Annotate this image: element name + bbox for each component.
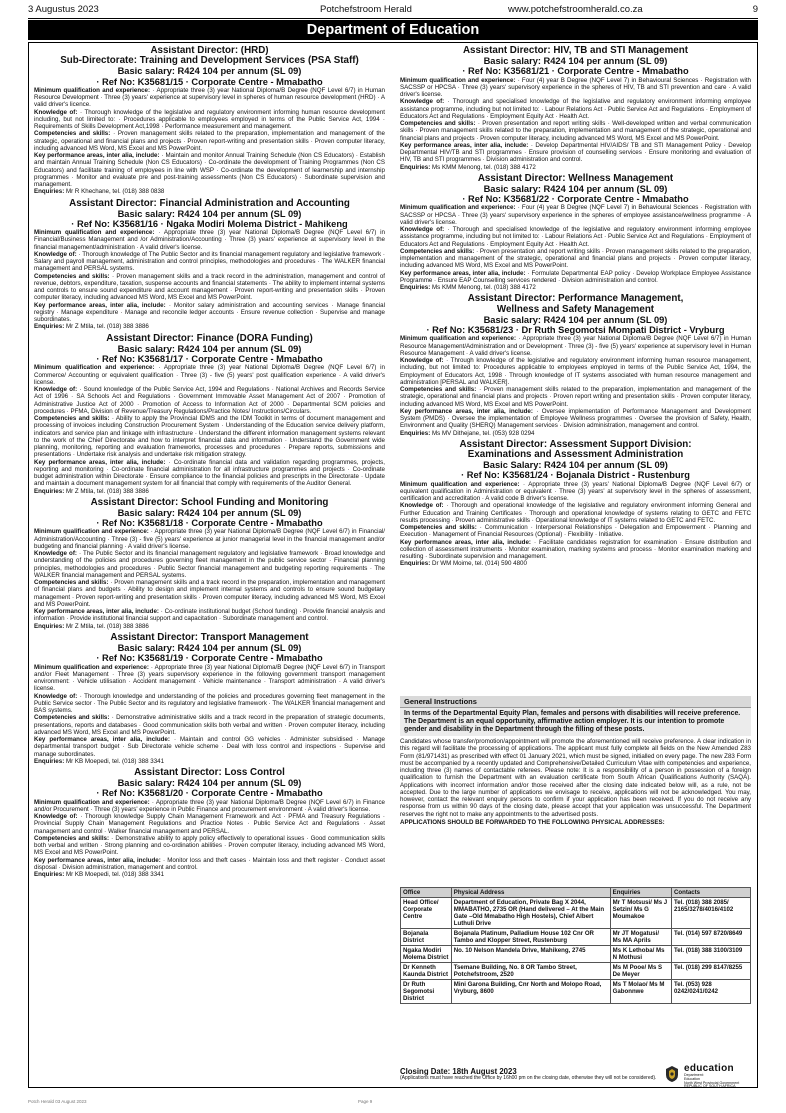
section-label: Knowledge of:: [34, 692, 78, 700]
address-cell: Bojanala Platinum, Palladium House 102 Cnr OR Tambo and Klopper Street, Rustenburg: [451, 929, 610, 946]
job-post: [400, 174, 751, 292]
office-cell: Dr Kenneth Kaunda District: [401, 963, 452, 980]
job-section: [34, 87, 385, 109]
section-label: Knowledge of:: [400, 502, 444, 510]
section-text: · Through knowledge of the legislative and regulatory environment informing human resource management, including, but not limited to: Procedures applicable to employees employed in terms of the Public Service Act, 1994, the Employment of Educators Act, 1998 · Through knowledge of IT systems associated with human resource management and administration [PERSAL and WALKER].: [400, 357, 751, 386]
job-section: [34, 528, 385, 550]
section-text: Ms KMM Menong, tel. (018) 388 4172: [432, 163, 536, 171]
job-section: [34, 736, 385, 758]
job-section: [34, 579, 385, 608]
job-reference: · Ref No: K35681/22 · Corporate Centre - Mmabatho: [462, 194, 689, 205]
section-label: Minimum qualification and experience:: [400, 76, 516, 84]
job-post: [400, 294, 751, 436]
section-label: Key performance areas, inter alia, include:: [400, 141, 529, 149]
enquiries-cell: Mr T Motsusi/ Ms J Setzin/ Ms G Moumakoe: [610, 898, 671, 929]
job-salary: Basic salary: R424 104 per annum (SL 09): [117, 507, 302, 518]
contacts-cell: Tel. (018) 388 3100/3109: [671, 946, 750, 963]
job-title: Assistant Director: Finance (DORA Funding): [106, 332, 313, 344]
job-subtitle: Examinations and Assessment Administration: [467, 448, 684, 460]
section-text: · Proven management skills related to the preparation, implementation and management of the strategic, operational and financial plans and projects · Proven report writing and presentation skills · Proven computer literacy, including advanced MS Word, MS Excel and MS PowerPoint.: [400, 386, 751, 408]
section-text: · Appropriate three (3) year National Diploma/B Degree (NQF Level 6/7) in Commerce/ Accounting or equivalent qualification · Three (3) - five (5) years' post qualification experience · A valid driver's license.: [34, 364, 385, 386]
job-section: [400, 335, 751, 357]
addresses-table: [400, 887, 751, 1004]
table-row: [401, 946, 751, 963]
section-label: Minimum qualification and experience:: [400, 204, 516, 212]
section-label: Key performance areas, inter alia, include:: [400, 538, 531, 546]
section-label: Minimum qualification and experience:: [34, 663, 149, 671]
section-label: Competencies and skills:: [34, 130, 111, 138]
job-reference: · Ref No: K35681/19 · Corporate Centre - Mmabatho: [96, 653, 323, 664]
section-label: Knowledge of:: [34, 550, 77, 558]
job-section: [400, 502, 751, 524]
header-rule: [28, 18, 758, 19]
job-title: Assistant Director: School Funding and Monitoring: [90, 496, 329, 508]
contacts-cell: Tel. (053) 928 0242/0241/0242: [671, 980, 750, 1004]
job-section: [34, 799, 385, 814]
job-section: [34, 608, 385, 623]
office-cell: Ngaka Modiri Molema District: [401, 946, 452, 963]
section-text: · Four (4) year B Degree (NQF Level 7) in Behavioural Sciences · Registration with SACSSP or HPCSA · Three (3) years' supervisory experience in the spheres of employee assistance/wellness programme · A valid driver's license.: [400, 204, 751, 226]
job-reference: · Ref No: K35681/16 · Ngaka Modiri Molema District - Mahikeng: [71, 218, 348, 229]
job-section: [400, 408, 751, 430]
section-text: · Ability to apply the Provincial IDMS and the IDM Toolkit in terms of document management and processing of invoices including Construction Procurement System · Understanding of the Education service delivery platform, indicators and service plan and linkage with infrastructure · Understand the different information management systems relevant to the work of the Chief Directorate and how to interpret financial data and information · Understand the Government wide planning, monitoring, reporting and evaluation frameworks, processes and procedures · Prepare reports, submissions and presentations · Undertake risk analysis and undertake risk mitigation strategy.: [34, 415, 385, 459]
section-label: Key performance areas, inter alia, include:: [34, 458, 166, 466]
section-text: · Proven management skills and a track record in the preparation, implementation and management of financial plans and budgets · Ability to design and implement internal systems and controls to ensure sound budgetary management · Proven report-writing and presentation skills · Proven computer literacy, including advanced MS Word, MS Excel and MS PowerPoint.: [34, 579, 385, 608]
section-text: · Facilitate candidates registration for examination · Ensure distribution and collection of assessment instruments · Monitor examination, marking systems and process · Monitor examination marking and resulting · Subordinate supervision and management.: [400, 538, 751, 561]
footer-center: Page 9: [358, 1099, 373, 1104]
job-section: [34, 871, 385, 878]
job-salary: Basic salary: R424 104 per annum (SL 09): [483, 56, 668, 67]
left-column: [34, 46, 385, 1086]
section-text: Ms KMM Menong, tel. (018) 388 4172: [432, 284, 536, 292]
job-section: [400, 164, 751, 171]
section-label: Minimum qualification and experience:: [34, 229, 155, 237]
newspaper-website[interactable]: www.potchefstroomherald.co.za: [508, 4, 643, 15]
office-cell: Dr Ruth Segomotsi District: [401, 980, 452, 1004]
job-post: [34, 768, 385, 878]
closing-info: [400, 1067, 665, 1082]
section-label: Competencies and skills:: [400, 120, 476, 128]
section-label: Enquiries:: [34, 622, 65, 630]
job-section: [34, 109, 385, 131]
job-salary: Basic salary: R424 104 per annum (SL 09): [117, 343, 302, 354]
job-salary: Basic salary: R424 104 per annum (SL 09): [483, 184, 668, 195]
contacts-cell: Tel. (018) 388 2085/ 2165/3278/4016/4102: [671, 898, 750, 929]
job-section: [34, 152, 385, 188]
section-label: Competencies and skills:: [34, 579, 109, 587]
newspaper-name: Potchefstroom Herald: [320, 4, 412, 15]
section-text: · Thorough and specialised knowledge of the legislative and regulatory environment informing employee assistance programme, including but not limited to: · Labour Relations Act · Public Service Act and Regulations · Employment of Educators Act and Regulations · Employment Equity Act · Health Act.: [400, 98, 751, 120]
section-text: Ms MV Dithejane, tel. (053) 928 0294: [432, 429, 535, 437]
enquiries-cell: Ms T Molao/ Ms M Gabonnwe: [610, 980, 671, 1004]
job-section: [400, 357, 751, 386]
department-lines: Department: Education North West Provincial Government REPUBLIC OF SOUTH AFRICA: [684, 1073, 740, 1089]
section-label: Key performance areas, inter alia, include:: [400, 269, 526, 277]
job-section: [400, 270, 751, 285]
job-title: Assistant Director: Transport Management: [110, 631, 309, 643]
section-text: Mr KB Moepedi, tel. (018) 388 3341: [66, 757, 165, 765]
enquiries-cell: Ms M Pooe/ Ms S De Meyer: [610, 963, 671, 980]
section-text: · Appropriate three (3) year National Diploma/B Degree (NQF Level 6/7) in Human Resource Management/Administration and or Development · Three (3) - five (5) years' experience at supervisory level in Human Resource Management · A valid driver's license.: [400, 335, 751, 357]
section-text: · Appropriate three (3) year National Diploma/B Degree (NQF Level 6/7) in Human Resource Development · Three (3) years' experience at supervisory level in spheres of human resource development (HRD) · A valid driver's licence.: [34, 86, 385, 109]
job-section: [34, 188, 385, 195]
job-section: [34, 415, 385, 459]
coat-of-arms-icon: [664, 1065, 680, 1083]
section-text: · Communication · Interpersonal Relationships · Delegation and Empowerment · Planning and Execution · Management of Financial Resources (Optional) · Flexibility · Initiative.: [400, 524, 751, 539]
job-section: [34, 364, 385, 386]
section-label: Knowledge of:: [34, 813, 78, 821]
address-cell: Tsemane Building, No. 8 OR Tambo Street, Potchefstroom, 2520: [451, 963, 610, 980]
office-cell: Head Office/ Corporate Centre: [401, 898, 452, 929]
job-section: [34, 251, 385, 273]
job-salary: Basic salary: R424 104 per annum (SL 09): [483, 314, 668, 325]
section-text: · Proven management skills related to the preparation, implementation and management of the strategic, operational and financial plans and projects · Proven report-writing and presentation skills · Proven computer literacy, including advanced MS Word, MS Excel and MS PowerPoint.: [34, 130, 385, 152]
section-text: · Develop Departmental HIV/AIDS/ TB and STI Management Policy · Develop Departmental HIV/TB and STI programmes · Ensure provision of counselling services · Ensure monitoring and evaluation of HIV, TB and STI programmes · Division administration and control.: [400, 141, 751, 164]
section-label: Minimum qualification and experience:: [34, 364, 155, 372]
forwarding-notice: APPLICATIONS SHOULD BE FORWARDED TO THE FOLLOWING PHYSICAL ADDRESSES:: [400, 818, 665, 826]
table-row: [401, 929, 751, 946]
address-cell: Mini Garona Building, Cnr North and Molopo Road, Vryburg, 8600: [451, 980, 610, 1004]
section-label: Competencies and skills:: [400, 524, 477, 532]
section-label: Enquiries:: [34, 323, 65, 331]
section-text: · Appropriate three (3) years' National Diploma/B Degree (NQF Level 6/7) or equivalent qualification in Administration or equivalent · Three (3) years' at supervisory level in the spheres of assessment, certification and accreditation · A valid code B driver's license.: [400, 480, 751, 503]
table-header-row: [401, 888, 751, 898]
education-wordmark: education: [684, 1063, 734, 1074]
job-post: [34, 498, 385, 630]
job-section: [34, 857, 385, 872]
job-section: [34, 693, 385, 715]
table-row: [401, 898, 751, 929]
contacts-cell: Tel. (014) 597 8720/8649: [671, 929, 750, 946]
section-label: Enquiries:: [400, 560, 431, 566]
address-cell: No. 10 Nelson Mandela Drive, Mahikeng, 2745: [451, 946, 610, 963]
section-label: Competencies and skills:: [400, 247, 475, 255]
job-reference: · Ref No: K35681/21 · Corporate Centre - Mmabatho: [462, 66, 689, 77]
job-post: [400, 46, 751, 171]
closing-note: (Applications must have reached the Office by 16h00 pm on the closing date, otherwise they will not be considered).: [400, 1075, 657, 1081]
section-label: Key performance areas, inter alia, include:: [400, 407, 533, 415]
section-label: Enquiries:: [34, 871, 65, 879]
job-reference: · Ref No: K35681/20 · Corporate Centre - Mmabatho: [96, 788, 323, 799]
section-label: Key performance areas, inter alia, include:: [34, 301, 166, 309]
job-section: [34, 835, 385, 857]
job-section: [400, 226, 751, 248]
header-enquiries: Enquiries: [610, 888, 671, 898]
right-column: [400, 46, 751, 566]
job-section: [34, 488, 385, 495]
job-section: [34, 459, 385, 488]
job-section: [34, 758, 385, 765]
section-label: Key performance areas, inter alia, include:: [34, 856, 161, 864]
job-section: [34, 664, 385, 693]
section-label: Knowledge of:: [34, 250, 77, 258]
table-row: [401, 963, 751, 980]
job-reference: · Ref No: K35681/18 · Corporate Centre - Mmabatho: [96, 518, 323, 529]
section-text: Mr Z Mtila, tel. (018) 388 3886: [66, 487, 149, 495]
closing-date: Closing Date: 18th August 2023: [400, 1067, 517, 1076]
job-post: [34, 334, 385, 495]
enquiries-cell: Mr JT Mogatusi/ Ms MA Aprils: [610, 929, 671, 946]
job-section: [400, 481, 751, 503]
job-title: Assistant Director: Wellness Management: [477, 172, 674, 184]
office-cell: Bojanala District: [401, 929, 452, 946]
job-salary: Basic salary: R424 104 per annum (SL 09): [117, 66, 302, 77]
job-section: [400, 120, 751, 142]
section-text: · Sound knowledge of the Public Service Act, 1994 and Regulations · National Archives and Records Service Act of 1996 · SA Schools Act and Regulations · Government Immovable Asset Management Act of 2007 · Promotion of Administrative Justice Act of 2000 · Promotion of Access to Information Act of 2000 · Departmental SCM policies and procedures · PFMA, Division of Revenue/Treasury Regulations/Practice Notes/ Instructions/Circulars.: [34, 386, 385, 415]
enquiries-cell: Ms K Lethoba/ Ms N Mothusi: [610, 946, 671, 963]
section-text: · Thorough knowledge of the legislative and regulatory environment informing human resource development including, but not limited to: · Procedures applicable to employees employed in terms of the Public Service Act, 1994 · Requirements of Skills Development Act,1998 · Performance measurement and management.: [34, 108, 385, 131]
section-text: · Appropriate three (3) year National Diploma/B Degree (NQF Level 6/7) in Finance and/or Procurement · Three (3) years' experience in Public Finance and procurement environment · A valid driver's license.: [34, 798, 385, 813]
job-post: [34, 199, 385, 331]
page-number: 9: [752, 4, 758, 15]
section-label: Competencies and skills:: [34, 272, 110, 280]
section-label: Knowledge of:: [400, 98, 445, 106]
section-banner: Department of Education: [28, 20, 758, 40]
section-text: · Co-ordinate financial data and validation regarding programmes, projects, reporting and monitoring · Co-ordinate financial administration for all infrastructure programmes and projects · Co-ordinate budget administration within Directorate · Ensure compliance to the financial policies and prescripts in the Directorate · Update and maintain a document management system for all financial that comply with requirements of the Auditor General.: [34, 458, 385, 488]
section-text: · Thorough knowledge and understanding of the policies and procedures governing fleet management in the Public Service sector · The Public Sector and its regulatory and legislative framework · The WALKER financial management and BAS systems.: [34, 692, 385, 714]
job-salary: Basic salary: R424 104 per annum (SL 09): [117, 208, 302, 219]
section-label: Minimum qualification and experience:: [34, 798, 150, 806]
section-text: · Appropriate three (3) year National Diploma/B Degree (NQF Level 6/7) in Transport and/or Fleet Management · Three (3) years supervisory experience in the following government transport management environment: · Vehicle utilisation · Accident management · Vehicle maintenance · Transport administration · A valid driver's license.: [34, 663, 385, 693]
section-label: Competencies and skills:: [34, 415, 110, 423]
section-label: Competencies and skills:: [34, 714, 110, 722]
section-text: · Monitor salary administration and accounting services · Manage financial registry · Manage expenditure · Manage and reconcile ledger accounts · Ensure revenue collection · Supervise and manage subordinates.: [34, 301, 385, 324]
section-text: · Appropriate three (3) year National Diploma/B Degree (NQF Level 6/7) in Financial/Business Management and /or Administration/Accounting · Three (3) years' experience at supervisory level in the financial management/administration · A valid driver's license.: [34, 229, 385, 251]
section-text: · Proven presentation and report writing skills · Well-developed written and verbal communication skills · Proven management skills related to the preparation, implementation and management of the strategic, operational and financial plans and projects · Proven computer literacy, including advanced MS Word, MS Excel and MS PowerPoint.: [400, 120, 751, 142]
job-title: Assistant Director: (HRD): [150, 46, 269, 56]
job-section: [400, 77, 751, 99]
section-label: Minimum qualification and experience:: [34, 528, 149, 536]
section-label: Key performance areas, inter alia, include:: [34, 736, 170, 743]
job-section: [34, 813, 385, 835]
job-section: [34, 714, 385, 736]
job-reference: · Ref No: K35681/24 · Bojanala District - Rustenburg: [461, 470, 690, 481]
job-section: [34, 386, 385, 415]
section-text: · Co-ordinate institutional budget (School funding) · Provide financial analysis and information · Provide institutional financial support and capacitation · Subordinate management and control.: [34, 608, 385, 623]
general-instructions: [400, 696, 751, 826]
job-section: [34, 302, 385, 324]
job-section: [400, 204, 751, 226]
section-text: · Maintain and control GG vehicles · Administer subsidised · Manage departmental transport budget · Sub Directorate vehicle scheme · Deal with loss control and inspections · Supervise and manage subordinates.: [34, 736, 385, 758]
section-label: Enquiries:: [400, 163, 431, 171]
job-salary: Basic salary: R424 104 per annum (SL 09): [117, 643, 302, 654]
header-office: Office: [401, 888, 452, 898]
job-title: Assistant Director: Loss Control: [134, 767, 285, 778]
section-text: · Proven presentation and report writing skills · Proven management skills related to the preparation, implementation and management of the strategic, operational and financial plans and projects · Proven computer literacy, including advanced MS Word, MS Excel and MS PowerPoint.: [400, 247, 751, 270]
section-text: · Monitor loss and theft cases · Maintain loss and theft register · Conduct asset disposal · Division administration, management and control.: [34, 856, 385, 871]
job-section: [34, 550, 385, 579]
section-label: Minimum qualification and experience:: [34, 86, 151, 94]
section-text: · The Public Sector and its financial management regulatory and legislative framework · Broad knowledge and understanding of the policies and procedures governing fleet management in the public service sector · Financial planning principles, methodologies and procedures · Public Sector financial management and budgeting reporting requirements · The WALKER financial management and PERSAL systems.: [34, 550, 385, 579]
section-label: Enquiries:: [34, 757, 65, 765]
job-section: [34, 130, 385, 152]
page-header: [28, 4, 758, 18]
job-section: [400, 386, 751, 408]
job-subtitle: Wellness and Safety Management: [496, 303, 655, 315]
general-instructions-heading: General Instructions: [400, 696, 751, 708]
section-text: · Proven management skills and a track record in the administration, management and control of revenue, debtors, expenditure, taxation, suspense accounts and financial statements · The ability to implement internal systems and controls to ensure sound expenditure and account management · Proven report-writing and presentation skills · Proven computer literacy, including advanced MS Word, MS Excel and MS PowerPoint.: [34, 272, 385, 302]
job-reference: · Ref No: K35681/17 · Corporate Centre - Mmabatho: [96, 354, 323, 365]
section-label: Key performance areas, inter alia, include:: [34, 608, 159, 616]
section-text: · Thorough knowledge Supply Chain Management Framework and Act · PFMA and Treasury Regulations · Provincial Supply Chain Management Regulations and Practice Notes · Public Service Act and Regulations · Asset management and control · Walker financial management and PERSAL.: [34, 813, 385, 835]
job-post: [400, 440, 751, 566]
section-label: Knowledge of:: [400, 226, 445, 234]
section-text: · Thorough and operational knowledge of the legislative and regulatory environment informing General and Further Education and Training Certificates · Thorough and operational knowledge of systems relating to GETC and FETC results processing · Proven administrative skills · Operational knowledge of IT systems related to GETC and FETC.: [400, 502, 751, 524]
job-section: [34, 323, 385, 330]
job-title: Assistant Director: Assessment Support Division:: [459, 438, 692, 450]
section-text: · Maintain and monitor Annual Training Schedule (Non CS Educators) · Establish and maintain Annual Training Schedule (Non CS Educators) · Co-ordinate the development of Training Programmes (Non CS Educators) and facilitate training of employees in line with WSP · Co-ordinate the development of learnership and internship programmes · Monitor and evaluate pre and post-training assessments (Non CS Educators) · Subordinate supervision and management.: [34, 152, 385, 189]
job-post: [34, 46, 385, 196]
section-label: Enquiries:: [34, 188, 65, 196]
section-label: Competencies and skills:: [400, 386, 477, 394]
header-address: Physical Address: [451, 888, 610, 898]
job-section: [400, 539, 751, 561]
job-section: [400, 284, 751, 291]
section-label: Competencies and skills:: [34, 834, 110, 842]
section-text: Mr R Khechane, tel. (018) 388 0838: [66, 188, 165, 196]
equity-statement: In terms of the Departmental Equity Plan, females and persons with disabilities will receive preference. The Department is an equal opportunity, affirmative action employer. It is our intention to promote gender and disability in the Department through the filling of these posts.: [400, 708, 751, 736]
job-title: Assistant Director: HIV, TB and STI Management: [462, 46, 688, 56]
section-text: · Formulate Departmental EAP policy · Develop Workplace Employee Assistance Programme · Ensure EAP Counselling services rendered · Division administration and control.: [400, 269, 751, 284]
section-text: Mr Z Mtila, tel. (018) 388 3886: [66, 323, 149, 331]
job-section: [400, 524, 751, 539]
job-title: Assistant Director: Financial Administration and Accounting: [69, 197, 350, 209]
section-label: Key performance areas, inter alia, include:: [34, 152, 160, 160]
instructions-text: Candidates whose transfer/promotion/appointment will promote the aforementioned will receive preference. A clear indication in this regard will facilitate the processing of applications. The applicant must fully complete all fields on the New Amended Z83 Form (81/971431) as prescribed with effect 01 January 2021, which must be signed, initialled on every page. The new Z83 Form must be accompanied by a recently updated and Comprehensive/Detailed Curriculum Vitae with competencies and experience, including three (3) names of contactable referees. Please note: It is a responsibility of a person in possession of a foreign qualification to furnish the Department with an evaluation certificate from South African Qualifications Authority (SAQA). Applications with incorrect information and/or those received after the closing date indicated below will, as a rule, not be accepted. Due to the large number of applications we envisage to receive, applications will not be acknowledged. You may, however, contact the relevant enquiry persons to confirm if your application has been received. If you do not receive any response from us within 90 days of the closing date, please accept that your application was unsuccessful. The Department reserves the right not to make any appointments to the advertised posts.: [400, 738, 751, 818]
section-text: · Demonstrative ability to apply policy effectively to operational issues · Good communication skills both verbal and written · Strong planning and co-ordination abilities · Proven computer literacy, including advanced MS Word, MS Excel and MS PowerPoint.: [34, 834, 385, 857]
job-section: [400, 248, 751, 270]
contacts-cell: Tel. (018) 299 8147/8255: [671, 963, 750, 980]
section-text: Dr WM Moime, tel. (014) 590 4800: [432, 560, 527, 566]
education-logo: [664, 1063, 756, 1089]
job-post: [34, 633, 385, 765]
section-text: Mr KB Moepedi, tel. (018) 388 3341: [66, 871, 165, 879]
section-text: · Thorough and specialised knowledge of the legislative and regulatory environment informing employee assistance programme, including but not limited to: · Labour Relations Act · Public Service Act and Regulations · Employment of Educators Act and Regulations · Employment Equity Act · Health Act.: [400, 226, 751, 248]
job-salary: Basic salary: R424 104 per annum (SL 09): [117, 778, 302, 789]
section-label: Minimum qualification and experience:: [400, 480, 520, 488]
table-row: [401, 980, 751, 1004]
section-label: Enquiries:: [400, 429, 431, 437]
section-text: · Appropriate three (3) year National Diploma/B Degree (NQF Level 6/7) in Financial/ Administration/Accounting · Three (3) - five (5) years' experience at junior managerial level in the financial management and/or budgeting and financial planning · A valid driver's license.: [34, 528, 385, 550]
section-label: Enquiries:: [34, 487, 65, 495]
job-section: [34, 273, 385, 302]
section-text: · Four (4) year B Degree (NQF Level 7) in Behavioural Sciences · Registration with SACSSP or HPCSA · Three (3) years' supervisory experience in the spheres of HIV, TB and STI prevention and care · A valid driver's license.: [400, 76, 751, 99]
job-salary: Basic Salary: R424 104 per annum (SL 09): [483, 460, 668, 471]
header-contacts: Contacts: [671, 888, 750, 898]
section-text: · Oversee implementation of Performance Management and Development System (PMDS) · Oversee the implementation of Employee Wellness programmes · Oversee the provision of Safety, Health, Environment and Quality (SHERQ) Management services · Division administration, management and control.: [400, 407, 751, 430]
issue-date: 3 Augustus 2023: [28, 4, 99, 15]
job-section: [34, 229, 385, 251]
section-text: · Thorough knowledge of The Public Sector and its financial management regulatory and legislative framework · Salary and payroll management, administration and control principles, methodologies and procedures · The WALKER financial management and PERSAL systems.: [34, 250, 385, 273]
section-label: Enquiries:: [400, 284, 431, 292]
job-reference: · Ref No: K35681/15 · Corporate Centre - Mmabatho: [96, 76, 323, 87]
job-section: [400, 142, 751, 164]
job-subtitle: Sub-Directorate: Training and Development Services (PSA Staff): [60, 55, 359, 67]
job-section: [34, 623, 385, 630]
section-label: Knowledge of:: [34, 108, 78, 116]
job-reference: · Ref No: K35681/23 · Dr Ruth Segomotsi Mompati District - Vryburg: [426, 325, 725, 336]
section-text: · Demonstrative administrative skills and a track record in the preparation of strategic documents, presentations, reports and databases · Good communication skills both verbal and written · Proven computer literacy, including advanced MS Word, MS Excel and MS PowerPoint.: [34, 714, 385, 736]
section-label: Knowledge of:: [34, 386, 78, 394]
section-label: Knowledge of:: [400, 357, 444, 365]
section-text: Mr Z Mtila, tel. (018) 388 3886: [66, 622, 149, 630]
address-cell: Department of Education, Private Bag X 2044, MMABATHO, 2735 OR (Hand delivered – At the Main Gate –Old Mmabatho High Hostels), Chief Albert Luthuli Drive: [451, 898, 610, 929]
job-title: Assistant Director: Performance Management,: [467, 293, 684, 305]
job-section: [400, 98, 751, 120]
footer-left: Potch Herald 03 August 2023: [28, 1099, 87, 1104]
job-section: [400, 560, 751, 566]
job-section: [400, 430, 751, 437]
section-label: Minimum qualification and experience:: [400, 335, 517, 343]
